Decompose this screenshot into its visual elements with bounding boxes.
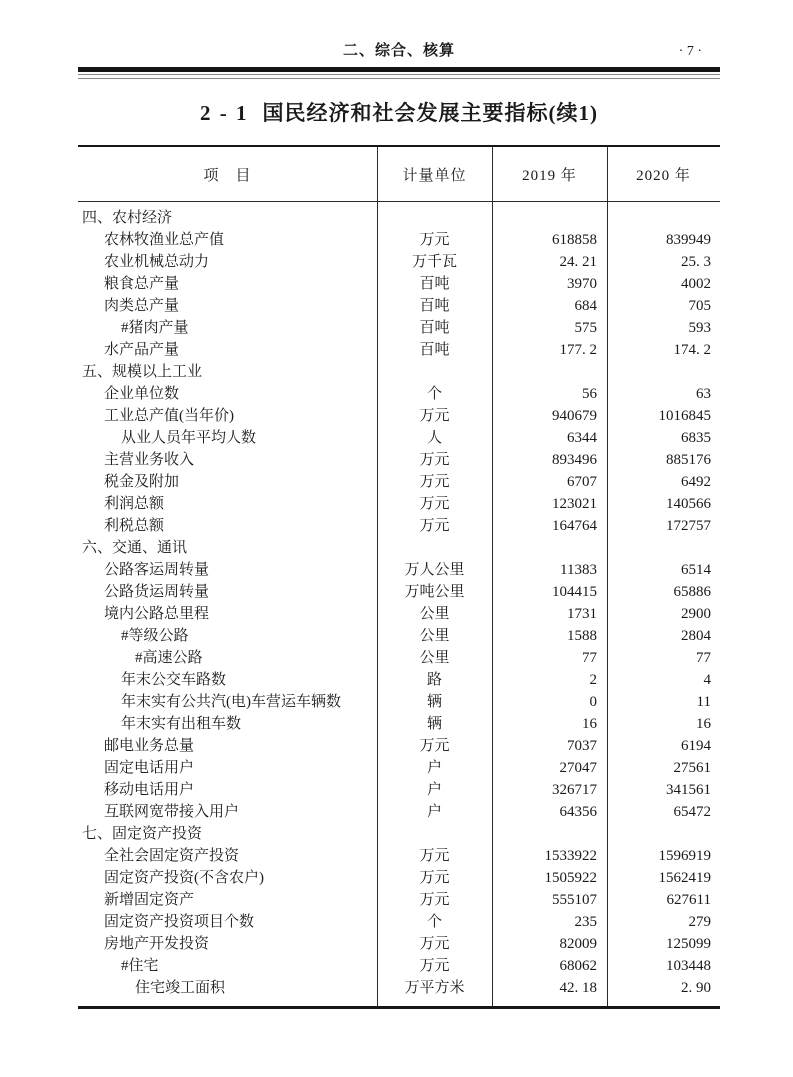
value-2020-cell: 11 bbox=[696, 694, 711, 710]
table-row bbox=[78, 405, 720, 427]
unit-cell: 个 bbox=[426, 386, 442, 402]
unit-cell: 人 bbox=[426, 430, 442, 446]
value-2020-cell: 4 bbox=[703, 672, 711, 688]
column-divider bbox=[492, 147, 493, 1006]
table-row bbox=[78, 273, 720, 295]
item-label: 水产品产量 bbox=[104, 342, 180, 358]
unit-cell bbox=[377, 361, 492, 383]
table-body bbox=[78, 202, 720, 1006]
table-header-row bbox=[78, 147, 720, 202]
unit-cell: 户 bbox=[426, 804, 442, 820]
unit-cell: 万元 bbox=[419, 232, 450, 248]
value-2019-cell bbox=[492, 823, 607, 845]
value-2019-cell: 555107 bbox=[552, 892, 597, 908]
value-2019-cell: 7037 bbox=[567, 738, 597, 754]
value-2020-cell bbox=[607, 823, 720, 845]
table-row bbox=[78, 625, 720, 647]
value-2019-cell: 6707 bbox=[567, 474, 597, 490]
value-2020-cell: 885176 bbox=[666, 452, 711, 468]
col-header-item: 项 目 bbox=[203, 167, 252, 184]
col-header-unit: 计量单位 bbox=[402, 167, 467, 184]
unit-cell: 户 bbox=[426, 782, 442, 798]
unit-cell bbox=[377, 207, 492, 229]
unit-cell: 万元 bbox=[419, 958, 450, 974]
value-2020-cell: 2. 90 bbox=[681, 980, 711, 996]
unit-cell: 个 bbox=[426, 914, 442, 930]
unit-cell: 百吨 bbox=[419, 298, 450, 314]
value-2020-cell: 6492 bbox=[681, 474, 711, 490]
value-2019-cell: 177. 2 bbox=[559, 342, 597, 358]
value-2020-cell bbox=[607, 537, 720, 559]
value-2019-cell: 235 bbox=[574, 914, 597, 930]
value-2020-cell: 174. 2 bbox=[673, 342, 711, 358]
item-label: 固定资产投资(不含农户) bbox=[104, 870, 264, 886]
value-2019-cell bbox=[492, 361, 607, 383]
table-row bbox=[78, 581, 720, 603]
unit-cell: 万元 bbox=[419, 518, 450, 534]
value-2020-cell: 25. 3 bbox=[681, 254, 711, 270]
item-label: 公路货运周转量 bbox=[104, 584, 210, 600]
table-row bbox=[78, 779, 720, 801]
value-2020-cell: 341561 bbox=[666, 782, 711, 798]
table-row bbox=[78, 801, 720, 823]
item-label: 互联网宽带接入用户 bbox=[104, 804, 240, 820]
item-label: 固定资产投资项目个数 bbox=[104, 914, 255, 930]
item-label: 税金及附加 bbox=[104, 474, 180, 490]
unit-cell: 万元 bbox=[419, 892, 450, 908]
value-2019-cell: 104415 bbox=[552, 584, 597, 600]
value-2019-cell: 77 bbox=[582, 650, 597, 666]
unit-cell: 公里 bbox=[419, 650, 450, 666]
item-label: 利税总额 bbox=[104, 518, 165, 534]
page-content bbox=[78, 0, 720, 1009]
table-row bbox=[78, 361, 720, 383]
column-divider bbox=[377, 147, 378, 1006]
item-label: 企业单位数 bbox=[104, 386, 180, 402]
value-2019-cell: 1588 bbox=[567, 628, 597, 644]
value-2020-cell: 6514 bbox=[681, 562, 711, 578]
value-2019-cell: 82009 bbox=[559, 936, 597, 952]
value-2019-cell: 684 bbox=[574, 298, 597, 314]
unit-cell: 路 bbox=[426, 672, 442, 688]
value-2019-cell: 1533922 bbox=[544, 848, 597, 864]
value-2019-cell: 0 bbox=[589, 694, 597, 710]
unit-cell: 万吨公里 bbox=[404, 584, 465, 600]
value-2020-cell: 2900 bbox=[681, 606, 711, 622]
value-2019-cell: 940679 bbox=[552, 408, 597, 424]
table-row bbox=[78, 647, 720, 669]
value-2020-cell: 172757 bbox=[666, 518, 711, 534]
header-rule-thick bbox=[78, 67, 720, 72]
item-label: 肉类总产量 bbox=[104, 298, 180, 314]
unit-cell: 万元 bbox=[419, 474, 450, 490]
item-label: 农业机械总动力 bbox=[104, 254, 210, 270]
value-2019-cell: 56 bbox=[582, 386, 597, 402]
item-label: 住宅竣工面积 bbox=[135, 980, 226, 996]
unit-cell: 公里 bbox=[419, 628, 450, 644]
table-row bbox=[78, 229, 720, 251]
unit-cell: 百吨 bbox=[419, 342, 450, 358]
unit-cell: 辆 bbox=[426, 694, 442, 710]
value-2020-cell: 6194 bbox=[681, 738, 711, 754]
page-title bbox=[78, 99, 720, 127]
table-row bbox=[78, 867, 720, 889]
table-row bbox=[78, 691, 720, 713]
unit-cell: 百吨 bbox=[419, 276, 450, 292]
value-2019-cell: 1731 bbox=[567, 606, 597, 622]
item-label: 公路客运周转量 bbox=[104, 562, 210, 578]
item-label: 固定电话用户 bbox=[104, 760, 195, 776]
value-2020-cell bbox=[607, 207, 720, 229]
unit-cell: 公里 bbox=[419, 606, 450, 622]
table-row bbox=[78, 669, 720, 691]
item-label: 主营业务收入 bbox=[104, 452, 195, 468]
value-2019-cell: 123021 bbox=[552, 496, 597, 512]
unit-cell: 万人公里 bbox=[404, 562, 465, 578]
unit-cell: 万千瓦 bbox=[411, 254, 457, 270]
value-2019-cell bbox=[492, 207, 607, 229]
item-label: 四、农村经济 bbox=[82, 210, 173, 226]
table-row bbox=[78, 383, 720, 405]
col-header-2020: 2020 年 bbox=[636, 167, 691, 184]
value-2019-cell: 164764 bbox=[552, 518, 597, 534]
value-2019-cell: 575 bbox=[574, 320, 597, 336]
unit-cell bbox=[377, 823, 492, 845]
value-2020-cell: 593 bbox=[688, 320, 711, 336]
table-title-text: 国民经济和社会发展主要指标(续1) bbox=[262, 101, 598, 125]
table-row bbox=[78, 955, 720, 977]
item-label: 七、固定资产投资 bbox=[82, 826, 203, 842]
item-label: #高速公路 bbox=[135, 650, 203, 666]
item-label: 年末实有出租车数 bbox=[121, 716, 242, 732]
item-label: 利润总额 bbox=[104, 496, 165, 512]
header-rule-double bbox=[78, 74, 720, 79]
table-row bbox=[78, 911, 720, 933]
value-2020-cell: 27561 bbox=[673, 760, 711, 776]
item-label: 粮食总产量 bbox=[104, 276, 180, 292]
value-2020-cell: 1562419 bbox=[658, 870, 711, 886]
value-2019-cell bbox=[492, 537, 607, 559]
unit-cell: 百吨 bbox=[419, 320, 450, 336]
table-row bbox=[78, 449, 720, 471]
item-label: 从业人员年平均人数 bbox=[121, 430, 257, 446]
unit-cell: 辆 bbox=[426, 716, 442, 732]
table-row bbox=[78, 207, 720, 229]
value-2019-cell: 16 bbox=[582, 716, 597, 732]
table-row bbox=[78, 757, 720, 779]
value-2020-cell: 627611 bbox=[666, 892, 711, 908]
value-2019-cell: 326717 bbox=[552, 782, 597, 798]
unit-cell: 万元 bbox=[419, 870, 450, 886]
value-2020-cell: 1016845 bbox=[658, 408, 711, 424]
table-row bbox=[78, 427, 720, 449]
unit-cell: 万元 bbox=[419, 848, 450, 864]
item-label: 邮电业务总量 bbox=[104, 738, 195, 754]
item-label: 年末公交车路数 bbox=[121, 672, 227, 688]
value-2019-cell: 1505922 bbox=[544, 870, 597, 886]
table-row bbox=[78, 933, 720, 955]
table-row bbox=[78, 889, 720, 911]
value-2020-cell: 279 bbox=[688, 914, 711, 930]
value-2020-cell: 125099 bbox=[666, 936, 711, 952]
unit-cell: 万元 bbox=[419, 936, 450, 952]
table-row bbox=[78, 339, 720, 361]
value-2020-cell: 4002 bbox=[681, 276, 711, 292]
running-head bbox=[78, 0, 720, 61]
value-2020-cell bbox=[607, 361, 720, 383]
unit-cell: 万元 bbox=[419, 496, 450, 512]
item-label: 新增固定资产 bbox=[104, 892, 195, 908]
column-divider bbox=[607, 147, 608, 1006]
table-row bbox=[78, 977, 720, 999]
table-row bbox=[78, 471, 720, 493]
statistics-table bbox=[78, 145, 720, 1009]
value-2019-cell: 2 bbox=[589, 672, 597, 688]
value-2019-cell: 64356 bbox=[559, 804, 597, 820]
value-2020-cell: 6835 bbox=[681, 430, 711, 446]
item-label: #等级公路 bbox=[121, 628, 189, 644]
unit-cell: 万平方米 bbox=[404, 980, 465, 996]
table-row bbox=[78, 559, 720, 581]
value-2019-cell: 11383 bbox=[560, 562, 597, 578]
table-row bbox=[78, 317, 720, 339]
page-number: · 7 · bbox=[678, 44, 702, 59]
value-2020-cell: 65886 bbox=[673, 584, 711, 600]
table-row bbox=[78, 537, 720, 559]
unit-cell: 万元 bbox=[419, 452, 450, 468]
table-row bbox=[78, 515, 720, 537]
table-row bbox=[78, 823, 720, 845]
unit-cell bbox=[377, 537, 492, 559]
unit-cell: 万元 bbox=[419, 738, 450, 754]
value-2020-cell: 103448 bbox=[666, 958, 711, 974]
table-row bbox=[78, 845, 720, 867]
table-row bbox=[78, 493, 720, 515]
item-label: 五、规模以上工业 bbox=[82, 364, 203, 380]
value-2020-cell: 705 bbox=[688, 298, 711, 314]
value-2020-cell: 839949 bbox=[666, 232, 711, 248]
item-label: 房地产开发投资 bbox=[104, 936, 210, 952]
value-2019-cell: 6344 bbox=[567, 430, 597, 446]
section-title: 二、综合、核算 bbox=[342, 43, 455, 59]
unit-cell: 万元 bbox=[419, 408, 450, 424]
value-2019-cell: 68062 bbox=[559, 958, 597, 974]
value-2020-cell: 16 bbox=[696, 716, 711, 732]
value-2020-cell: 65472 bbox=[673, 804, 711, 820]
value-2019-cell: 27047 bbox=[559, 760, 597, 776]
item-label: #猪肉产量 bbox=[121, 320, 189, 336]
value-2020-cell: 2804 bbox=[681, 628, 711, 644]
item-label: 年末实有公共汽(电)车营运车辆数 bbox=[121, 694, 341, 710]
value-2019-cell: 3970 bbox=[567, 276, 597, 292]
item-label: 境内公路总里程 bbox=[104, 606, 210, 622]
item-label: #住宅 bbox=[121, 958, 159, 974]
item-label: 移动电话用户 bbox=[104, 782, 195, 798]
value-2019-cell: 618858 bbox=[552, 232, 597, 248]
col-header-2019: 2019 年 bbox=[522, 167, 577, 184]
item-label: 工业总产值(当年价) bbox=[104, 408, 234, 424]
value-2019-cell: 42. 18 bbox=[559, 980, 597, 996]
item-label: 六、交通、通讯 bbox=[82, 540, 188, 556]
item-label: 全社会固定资产投资 bbox=[104, 848, 240, 864]
table-row bbox=[78, 735, 720, 757]
table-row bbox=[78, 295, 720, 317]
value-2020-cell: 63 bbox=[696, 386, 711, 402]
unit-cell: 户 bbox=[426, 760, 442, 776]
table-row bbox=[78, 603, 720, 625]
table-row bbox=[78, 251, 720, 273]
value-2019-cell: 24. 21 bbox=[559, 254, 597, 270]
table-row bbox=[78, 713, 720, 735]
value-2020-cell: 1596919 bbox=[658, 848, 711, 864]
item-label: 农林牧渔业总产值 bbox=[104, 232, 225, 248]
value-2019-cell: 893496 bbox=[552, 452, 597, 468]
value-2020-cell: 77 bbox=[696, 650, 711, 666]
value-2020-cell: 140566 bbox=[666, 496, 711, 512]
table-number: 2 - 1 bbox=[200, 101, 249, 125]
